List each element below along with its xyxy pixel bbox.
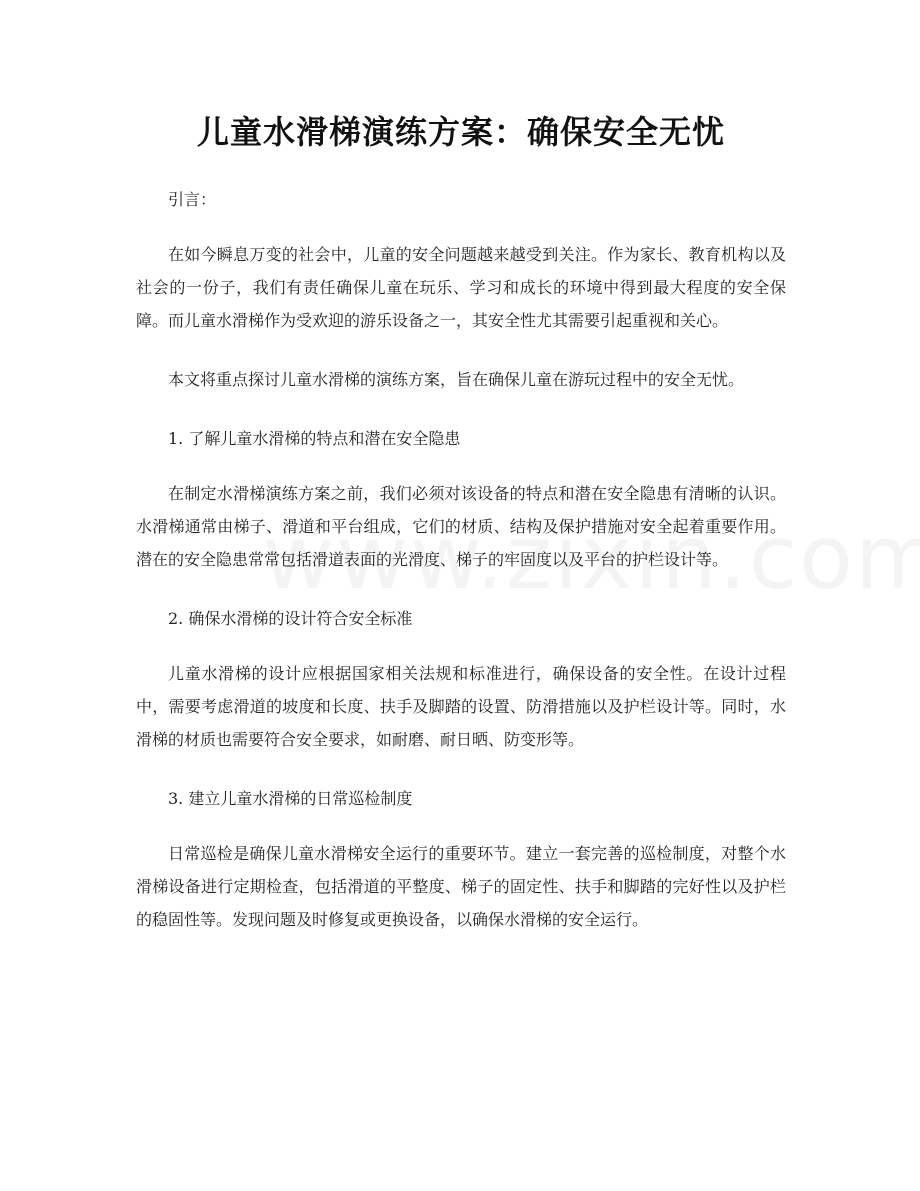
section-body-2: 儿童水滑梯的设计应根据国家相关法规和标准进行，确保设备的安全性。在设计过程中，需要考虑滑道的坡度和长度、扶手及脚踏的设置、防滑措施以及护栏设计等。同时，水滑梯的材质也需要符合安全要求，如耐磨、耐日晒、防变形等。 [136,664,786,749]
document-body [136,183,786,936]
intro-paragraph-2: 本文将重点探讨儿童水滑梯的演练方案，旨在确保儿童在游玩过程中的安全无忧。 [168,370,745,389]
section-body-3: 日常巡检是确保儿童水滑梯安全运行的重要环节。建立一套完善的巡检制度，对整个水滑梯设备进行定期检查，包括滑道的平整度、梯子的固定性、扶手和脚踏的完好性以及护栏的稳固性等。发现问题及时修复或更换设备，以确保水滑梯的安全运行。 [136,844,786,929]
section-heading-3: 3. 建立儿童水滑梯的日常巡检制度 [168,789,413,808]
section-body-1: 在制定水滑梯演练方案之前，我们必须对该设备的特点和潜在安全隐患有清晰的认识。水滑梯通常由梯子、滑道和平台组成，它们的材质、结构及保护措施对安全起着重要作用。潜在的安全隐患常常包括滑道表面的光滑度、梯子的牢固度以及平台的护栏设计等。 [136,484,786,569]
section-heading-2: 2. 确保水滑梯的设计符合安全标准 [168,609,413,628]
section-heading-1: 1. 了解儿童水滑梯的特点和潜在安全隐患 [168,429,461,448]
intro-paragraph-1: 在如今瞬息万变的社会中，儿童的安全问题越来越受到关注。作为家长、教育机构以及社会的一份子，我们有责任确保儿童在玩乐、学习和成长的环境中得到最大程度的安全保障。而儿童水滑梯作为受欢迎的游乐设备之一，其安全性尤其需要引起重视和关心。 [136,245,786,330]
intro-label: 引言： [168,190,217,209]
document-title: 儿童水滑梯演练方案：确保安全无忧 [196,113,725,151]
